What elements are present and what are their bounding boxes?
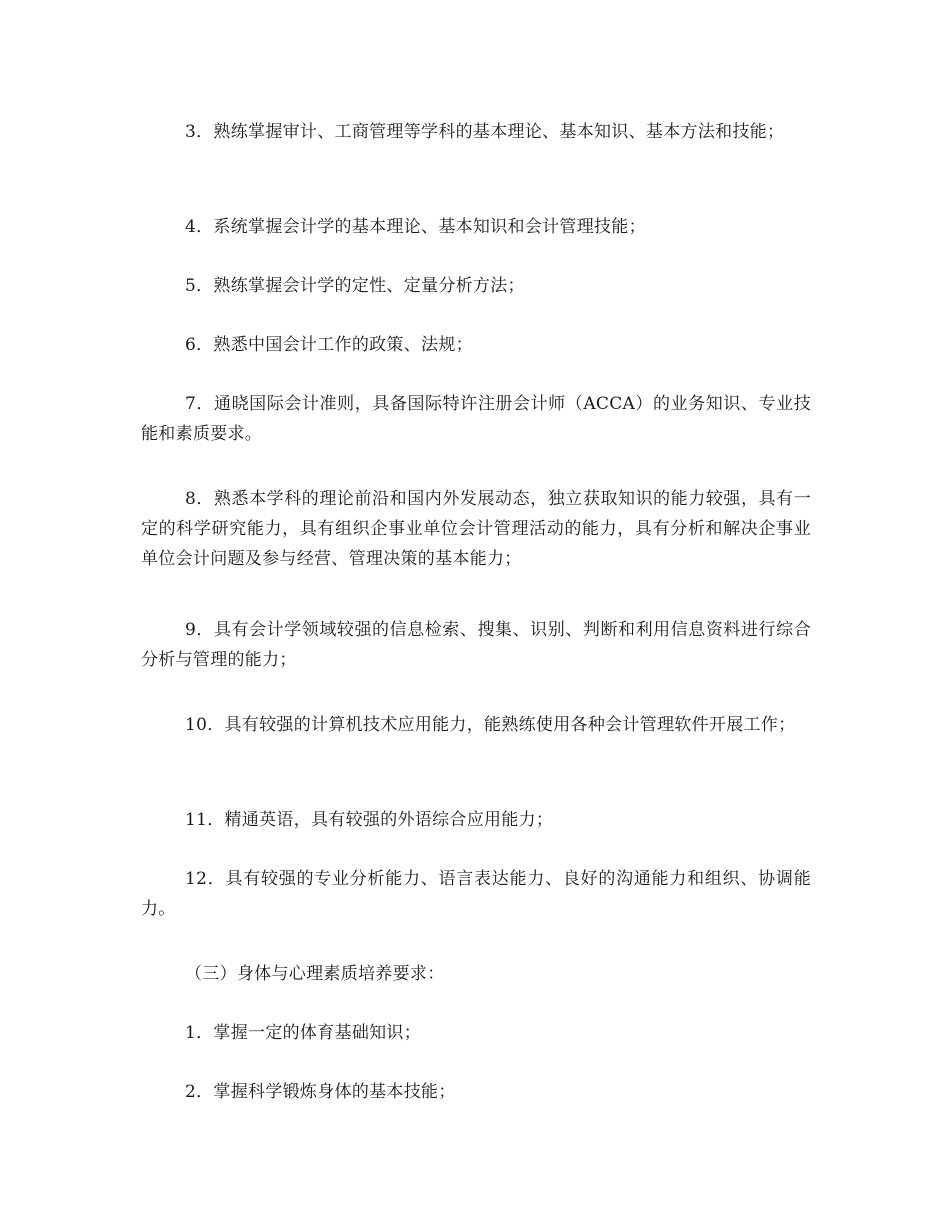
paragraph-item-8: 8．熟悉本学科的理论前沿和国内外发展动态，独立获取知识的能力较强，具有一定的科学研究能力，具有组织企事业单位会计管理活动的能力，具有分析和解决企事业单位会计问题及参与经营、管理决策的基本能力； [141, 489, 811, 569]
paragraph-item-10: 10．具有较强的计算机技术应用能力，能熟练使用各种会计管理软件开展工作； [185, 715, 796, 735]
paragraph-item-12: 12．具有较强的专业分析能力、语言表达能力、良好的沟通能力和组织、协调能力。 [141, 869, 811, 919]
paragraph-item-6: 6．熟悉中国会计工作的政策、法规； [185, 335, 473, 355]
paragraph-item-9: 9．具有会计学领域较强的信息检索、搜集、识别、判断和利用信息资料进行综合分析与管理的能力； [141, 620, 811, 670]
section-heading-physical-mental: （三）身体与心理素质培养要求： [185, 964, 445, 984]
paragraph-item-4: 4．系统掌握会计学的基本理论、基本知识和会计管理技能； [185, 217, 646, 237]
paragraph-item-s3-1: 1．掌握一定的体育基础知识； [185, 1023, 422, 1043]
paragraph-item-11: 11．精通英语，具有较强的外语综合应用能力； [185, 810, 554, 830]
paragraph-item-5: 5．熟练掌握会计学的定性、定量分析方法； [185, 276, 525, 296]
paragraph-item-3: 3．熟练掌握审计、工商管理等学科的基本理论、基本知识、基本方法和技能； [185, 122, 785, 142]
paragraph-item-7: 7．通晓国际会计准则，具备国际特许注册会计师（ACCA）的业务知识、专业技能和素质要求。 [141, 394, 811, 444]
paragraph-item-s3-2: 2．掌握科学锻炼身体的基本技能； [185, 1082, 456, 1102]
